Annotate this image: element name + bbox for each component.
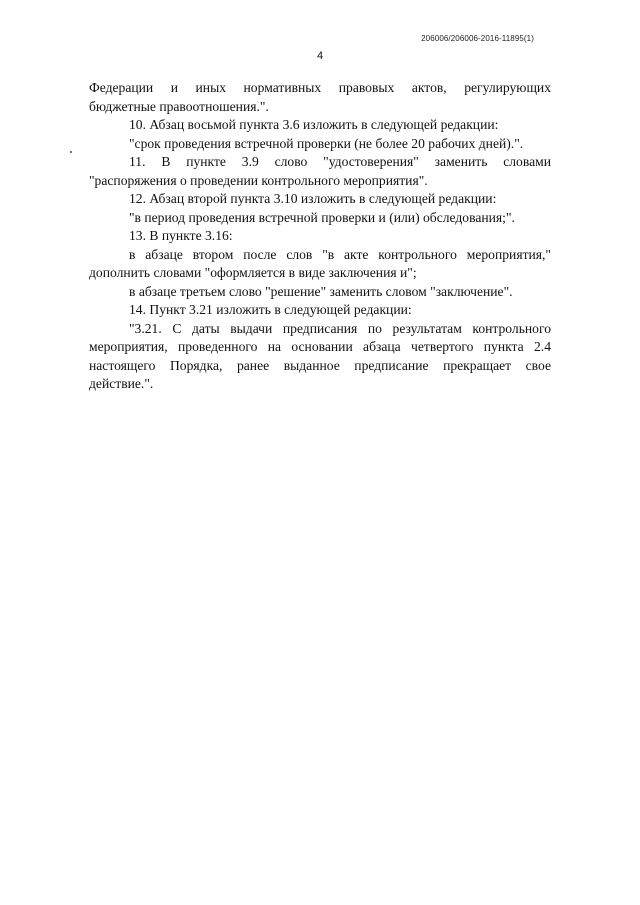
text-line: действие.".: [89, 376, 154, 391]
text-line: "в период проведения встречной проверки и (или) обследования;".: [129, 209, 515, 225]
paragraph-item-14-text-2: [89, 338, 551, 357]
paragraph-item-10: [89, 116, 551, 135]
text-line: мероприятия, проведенного на основании абзаца четвертого пункта 2.4: [89, 339, 551, 354]
paragraph-item-13-a: [89, 246, 551, 265]
text-line: "распоряжения о проведении контрольного мероприятия".: [89, 172, 428, 188]
scan-mark: [70, 151, 72, 153]
paragraph-item-11-end: [89, 172, 551, 191]
text-line: 10. Абзац восьмой пункта 3.6 изложить в следующей редакции:: [129, 117, 499, 132]
paragraph-continuation-end: [89, 98, 551, 117]
text-line: 13. В пункте 3.16:: [129, 228, 233, 243]
page-number: 4: [316, 50, 324, 62]
text-line: "3.21. С даты выдачи предписания по результатам контрольного: [129, 320, 551, 336]
paragraph-item-14-text-end: [89, 375, 551, 394]
paragraph-item-10-text: [89, 135, 551, 154]
text-line: настоящего Порядка, ранее выданное предписание прекращает свое: [89, 357, 551, 373]
text-line: "срок проведения встречной проверки (не более 20 рабочих дней).".: [129, 135, 524, 151]
text-line: дополнить словами "оформляется в виде заключения и";: [89, 265, 417, 280]
text-line: 11. В пункте 3.9 слово "удостоверения" заменить словами: [129, 154, 551, 169]
document-body: [89, 79, 551, 394]
paragraph-item-12-text: [89, 209, 551, 228]
paragraph-item-13-b: [89, 283, 551, 302]
paragraph-item-14: [89, 301, 551, 320]
paragraph-item-14-text: [89, 320, 551, 339]
text-line: 12. Абзац второй пункта 3.10 изложить в следующей редакции:: [129, 191, 497, 206]
document-id: 206006/206006-2016-11895(1): [421, 34, 534, 43]
text-line: Федерации и иных нормативных правовых актов, регулирующих: [89, 80, 551, 95]
paragraph-item-13: [89, 227, 551, 246]
paragraph-item-12: [89, 190, 551, 209]
paragraph-item-11: [89, 153, 551, 172]
paragraph-item-14-text-3: [89, 357, 551, 376]
text-line: в абзаце третьем слово "решение" заменить словом "заключение".: [129, 283, 513, 299]
paragraph-continuation: [89, 79, 551, 98]
text-line: в абзаце втором после слов "в акте контрольного мероприятия,": [129, 246, 551, 262]
text-line: 14. Пункт 3.21 изложить в следующей редакции:: [129, 302, 412, 317]
text-line: бюджетные правоотношения.".: [89, 98, 269, 114]
paragraph-item-13-a-end: [89, 264, 551, 283]
